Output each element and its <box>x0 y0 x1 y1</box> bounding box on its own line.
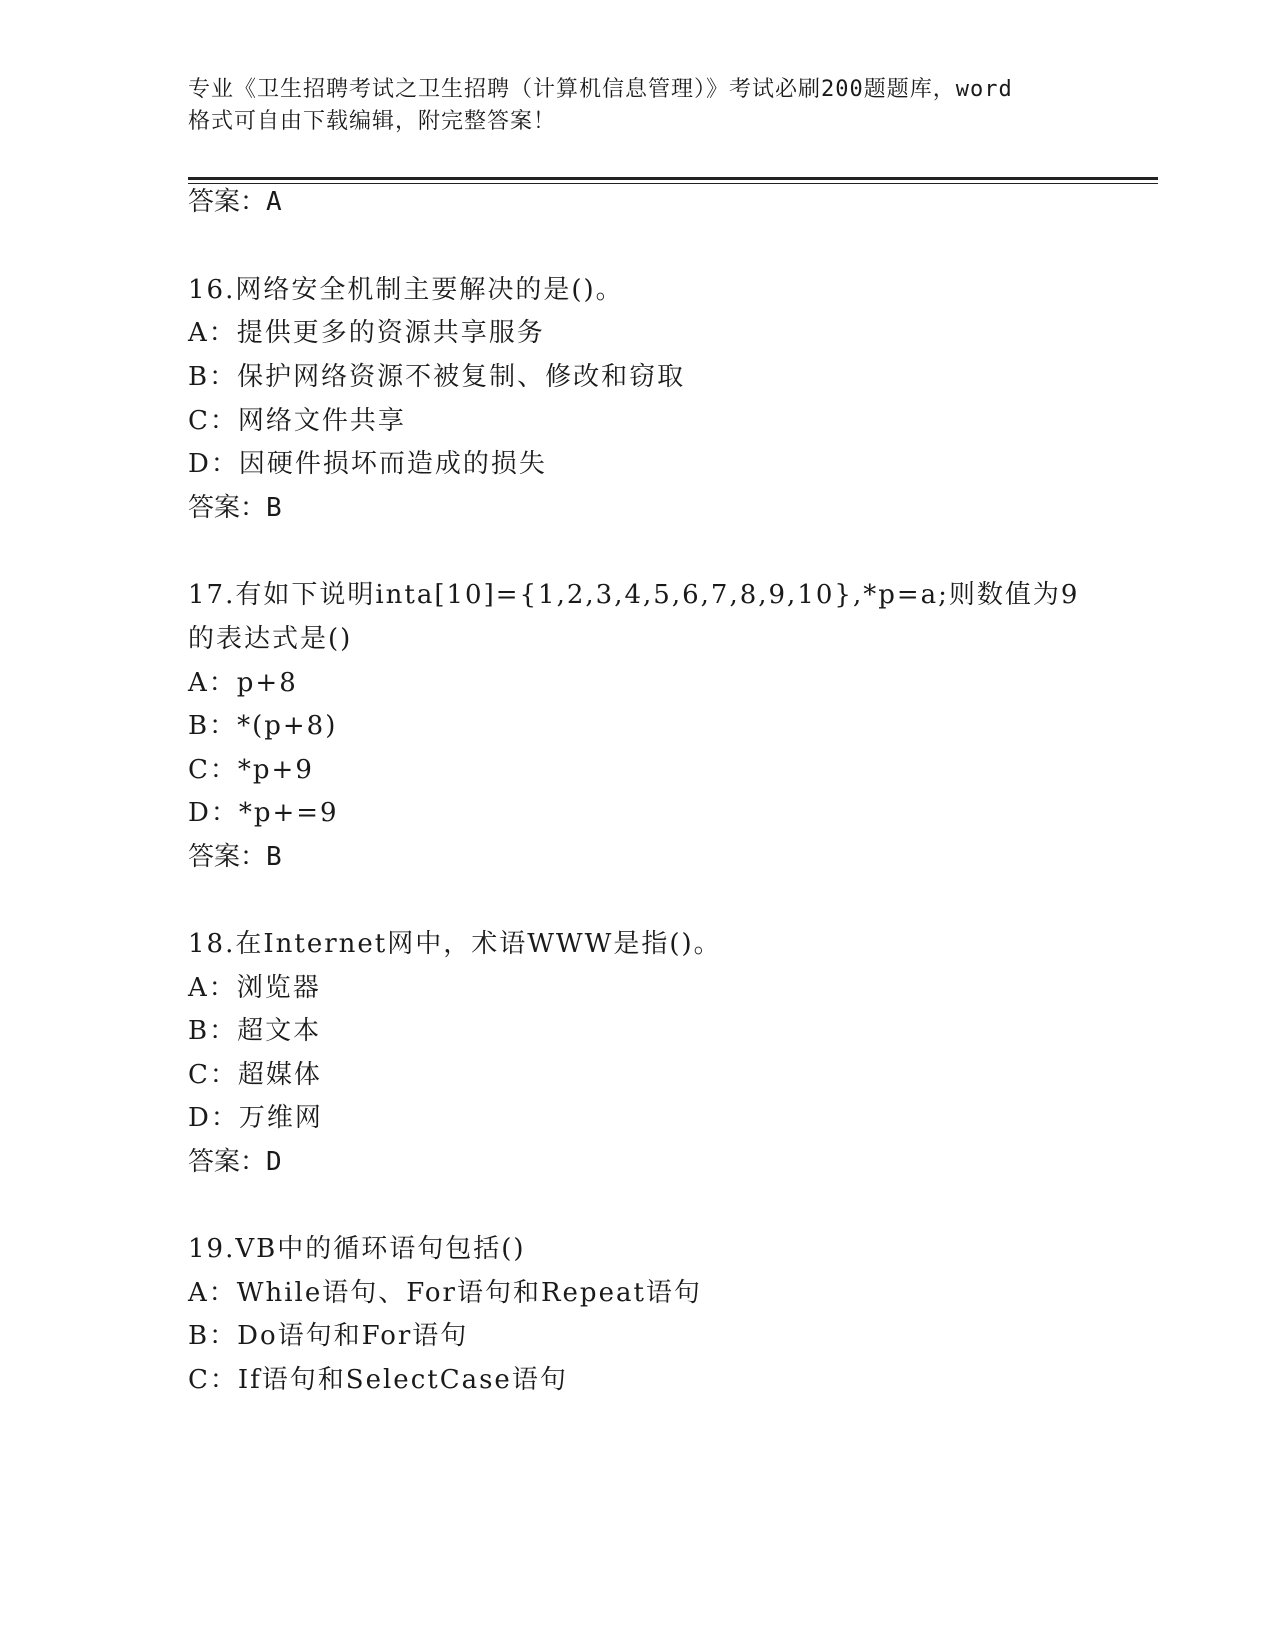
question-17-option-a: A：p+8 <box>188 668 298 698</box>
question-16-option-b: B：保护网络资源不被复制、修改和窃取 <box>188 362 686 392</box>
question-17-answer: 答案：B <box>188 842 282 872</box>
question-18-option-c: C：超媒体 <box>188 1060 322 1090</box>
question-16-stem: 16.网络安全机制主要解决的是()。 <box>188 275 624 305</box>
question-18-answer: 答案：D <box>188 1147 282 1177</box>
question-19-option-b: B：Do语句和For语句 <box>188 1321 469 1351</box>
question-18-option-b: B：超文本 <box>188 1016 322 1046</box>
header-divider-thin <box>188 183 1158 184</box>
question-16-answer: 答案：B <box>188 493 282 523</box>
question-17-option-b: B：*(p+8) <box>188 711 338 741</box>
question-19-option-a: A：While语句、For语句和Repeat语句 <box>188 1278 702 1308</box>
question-17-option-d: D：*p+=9 <box>188 798 339 828</box>
question-18-option-a: A：浏览器 <box>188 973 321 1003</box>
question-17-option-c: C：*p+9 <box>188 755 314 785</box>
question-19-stem: 19.VB中的循环语句包括() <box>188 1234 526 1264</box>
header-line-2: 格式可自由下载编辑，附完整答案！ <box>188 109 557 134</box>
question-17-stem-line-2: 的表达式是() <box>188 624 353 654</box>
question-19-option-c: C：If语句和SelectCase语句 <box>188 1365 568 1395</box>
question-16-option-d: D：因硬件损坏而造成的损失 <box>188 449 547 479</box>
question-18-stem: 18.在Internet网中，术语WWW是指()。 <box>188 929 722 959</box>
header-line-1: 专业《卫生招聘考试之卫生招聘（计算机信息管理）》考试必刷200题题库，word <box>188 77 1013 102</box>
question-18-option-d: D：万维网 <box>188 1103 323 1133</box>
header-divider-thick <box>188 177 1158 180</box>
question-16-option-c: C：网络文件共享 <box>188 406 406 436</box>
question-16-option-a: A：提供更多的资源共享服务 <box>188 318 545 348</box>
document-header <box>188 74 1088 138</box>
prev-answer: 答案：A <box>188 187 282 217</box>
question-17-stem-line-1: 17.有如下说明inta[10]={1,2,3,4,5,6,7,8,9,10},*p=a;则数值为9 <box>188 580 1080 610</box>
